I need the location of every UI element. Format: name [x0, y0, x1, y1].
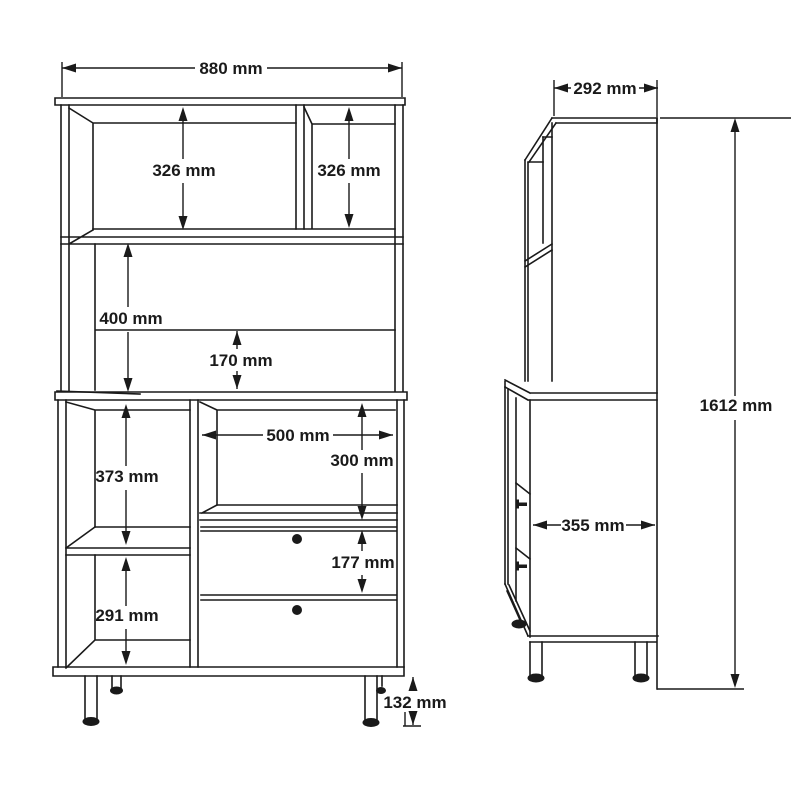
dim-label-left-upper: 373 mm	[95, 467, 159, 486]
drawer-divider	[201, 595, 396, 600]
dim-label-open-middle: 400 mm	[99, 309, 163, 328]
side-drawer-knobs	[516, 500, 528, 571]
dim-label-top-depth: 292 mm	[573, 79, 637, 98]
dim-bottom-depth	[533, 516, 655, 535]
dim-legs	[383, 677, 446, 726]
front-left-back-foot	[111, 687, 123, 694]
front-top-board	[55, 98, 405, 105]
dim-open-middle	[99, 243, 162, 392]
dim-top-depth	[554, 79, 658, 117]
drawer-knob-bottom	[292, 605, 302, 615]
side-top-board	[525, 118, 657, 162]
dim-drawer	[331, 530, 394, 593]
side-view	[505, 79, 791, 689]
dim-label-drawer: 177 mm	[331, 553, 395, 572]
side-lower-cabinet	[505, 380, 658, 642]
dim-overall-width	[62, 59, 402, 97]
front-bottom-board	[53, 667, 404, 676]
dim-label-overall-width: 880 mm	[199, 59, 263, 78]
dim-left-lower	[95, 557, 158, 665]
dim-label-total-height: 1612 mm	[699, 396, 773, 415]
dim-label-left-lower: 291 mm	[95, 606, 159, 625]
dim-label-bottom-depth: 355 mm	[561, 516, 625, 535]
dim-label-top-right-shelf: 326 mm	[317, 161, 381, 180]
dim-niche-height	[330, 403, 393, 520]
dim-left-upper	[95, 404, 158, 545]
dim-total-height	[657, 118, 791, 689]
dim-label-legs: 132 mm	[383, 693, 447, 712]
front-upper-side-walls	[61, 105, 403, 391]
side-left-foot	[528, 674, 544, 682]
dim-label-back-panel: 170 mm	[209, 351, 273, 370]
front-view	[53, 59, 447, 727]
dim-niche-width	[202, 426, 393, 445]
front-legs	[85, 676, 382, 720]
front-right-foot	[363, 719, 379, 727]
dim-top-right-shelf	[317, 107, 380, 228]
side-legs	[530, 642, 647, 675]
dim-label-top-left-shelf: 326 mm	[152, 161, 216, 180]
front-lower-walls	[58, 400, 404, 667]
dim-label-niche-height: 300 mm	[330, 451, 394, 470]
dim-back-panel	[209, 331, 272, 389]
drawer-knob-top	[292, 534, 302, 544]
dim-label-niche-width: 500 mm	[266, 426, 330, 445]
front-left-foot	[83, 718, 99, 726]
front-upper-shelf	[61, 229, 403, 244]
side-right-foot	[633, 674, 649, 682]
side-front-foot	[512, 620, 526, 628]
dim-top-left-shelf	[152, 107, 215, 230]
side-upper-compartment	[525, 123, 552, 381]
drawer-top	[201, 527, 396, 531]
front-upper-divider	[296, 105, 304, 229]
